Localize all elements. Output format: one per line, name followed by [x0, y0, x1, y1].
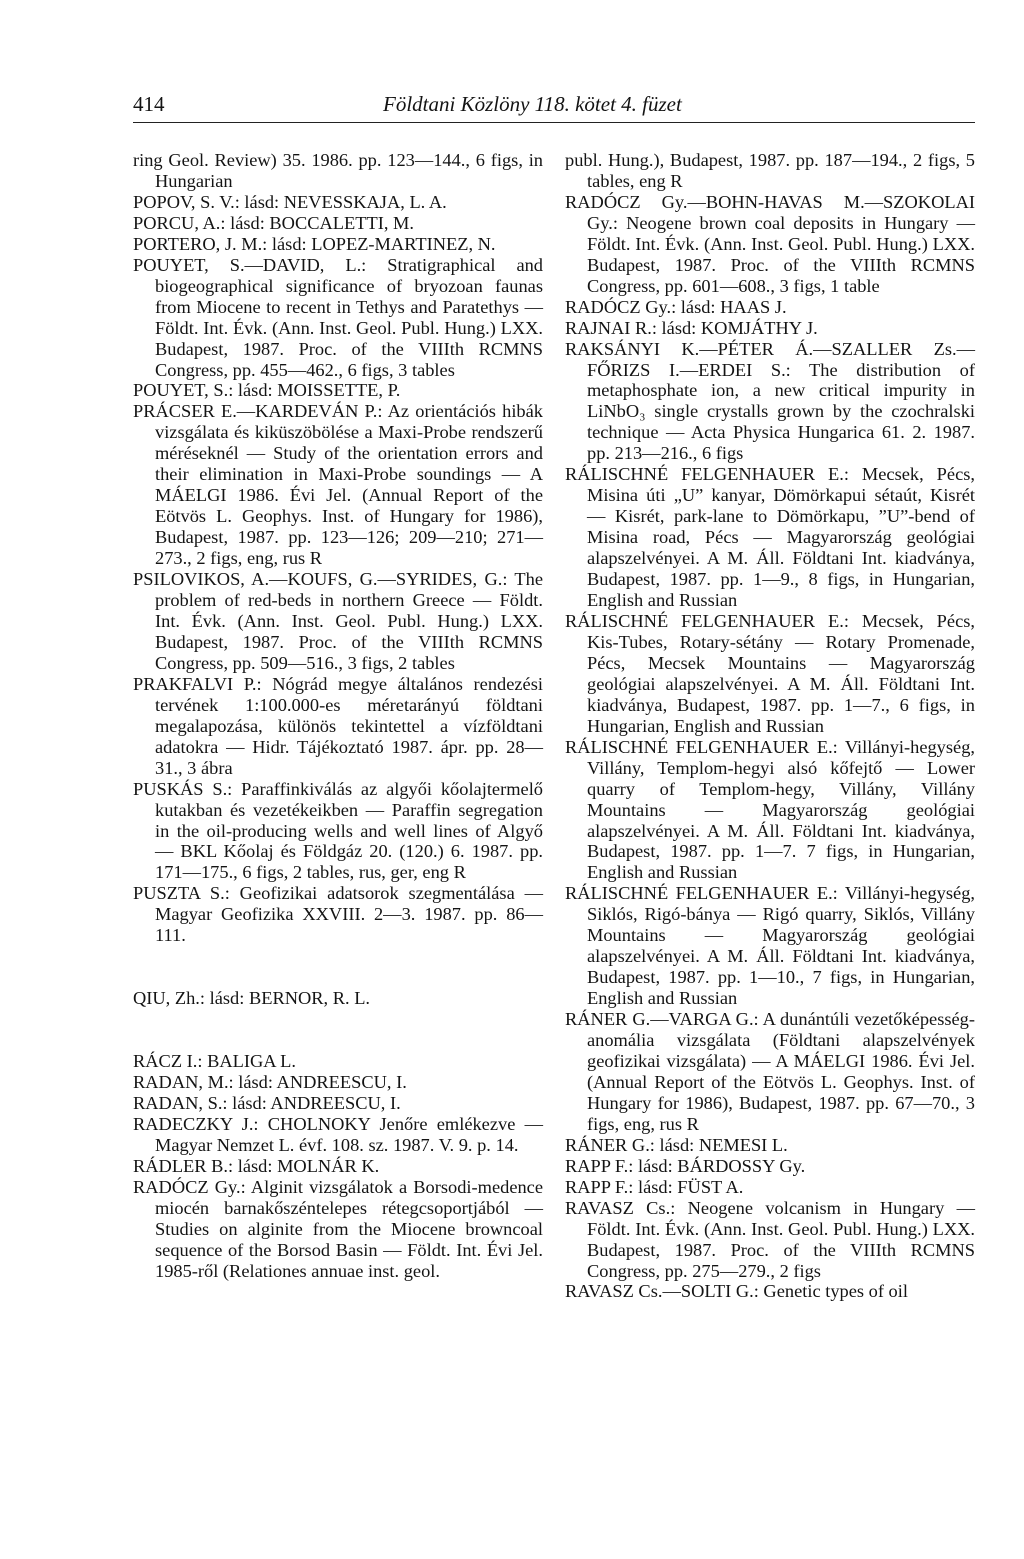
bib-entry: QIU, Zh.: lásd: BERNOR, R. L. [133, 988, 371, 1009]
bib-entry: PORCU, A.: lásd: BOCCALETTI, M. [133, 212, 414, 233]
bib-entry: RÁLISCHNÉ FELGENHAUER E.: Villányi-hegység, Villány, Templom-hegyi alsó kőfejtő — Lower quarry of Templom-hegy, Villány, Villány Mountains — Magyarország geológiai alapszelvényei. A M. Áll. Földtani Int. kiadványa, Budapest, 1987. pp. 1—7. 7 figs, in Hungarian, English and Russian [565, 736, 975, 883]
bib-entry: RAKSÁNYI K.—PÉTER Á.—SZALLER Zs.—FŐRIZS I.—ERDEI S.: The distribution of metaphosphate ion, a new critical impurity in LiNbO₃ single crystalls grown by the czochralski technique — Acta Physica Hungarica 61. 2. 1987. pp. 213—216., 6 figs [565, 338, 975, 464]
left-column [133, 150, 543, 1282]
bib-entry: POUYET, S.: lásd: MOISSETTE, P. [133, 380, 401, 401]
bib-entry: RAPP F.: lásd: FÜST A. [565, 1176, 744, 1197]
bib-entry: RÁLISCHNÉ FELGENHAUER E.: Mecsek, Pécs, Misina úti „U” kanyar, Dömörkapui sétaút, Kisrét — Kisrét, park-lane to Dömörkapu, ”U”-bend of Misina road, Pécs — Magyarország geológiai alapszelvényei. A M. Áll. Földtani Int. kiadványa, Budapest, 1987. pp. 1—9., 8 figs, in Hungarian, English and Russian [565, 464, 975, 611]
bib-entry: PRAKFALVI P.: Nógrád megye általános rendezési tervének 1:100.000-es méretarányú földtani megalapozása, különös tekintettel a vízföldtani adatokra — Hidr. Tájékoztató 1987. ápr. pp. 28—31., 3 ábra [133, 673, 543, 778]
section-gap [133, 1009, 543, 1051]
page-number: 414 [133, 92, 165, 116]
bib-entry: POUYET, S.—DAVID, L.: Stratigraphical and biogeographical significance of bryozoan faunas from Miocene to recent in Tethys and Paratethys — Földt. Int. Évk. (Ann. Inst. Geol. Publ. Hung.) LXX. Budapest, 1987. Proc. of the VIIIth RCMNS Congress, pp. 455—462., 6 figs, 3 tables [133, 254, 543, 380]
bib-entry: RAVASZ Cs.—SOLTI G.: Genetic types of oil [565, 1281, 908, 1302]
page-header [133, 92, 975, 123]
bib-entry: RÁCZ I.: BALIGA L. [133, 1051, 296, 1072]
bib-entry: RADAN, S.: lásd: ANDREESCU, I. [133, 1093, 401, 1114]
bib-entry: RADECZKY J.: CHOLNOKY Jenőre emlékezve — Magyar Nemzet L. évf. 108. sz. 1987. V. 9. p. 14. [133, 1114, 543, 1155]
bib-entry: PRÁCSER E.—KARDEVÁN P.: Az orientációs hibák vizsgálata és kiküszöbölése a Maxi-Probe rendszerű méréseknél — Study of the orientation errors and their elimination in Maxi-Probe soundings — A MÁELGI 1986. Évi Jel. (Annual Report of the Eötvös L. Geophys. Inst. of Hungary for 1986), Budapest, 1987. pp. 123—126; 209—210; 271—273., 2 figs, eng, rus R [133, 401, 543, 569]
section-gap [133, 946, 543, 988]
bib-entry: PORTERO, J. M.: lásd: LOPEZ-MARTINEZ, N. [133, 233, 496, 254]
bib-entry: RADÓCZ Gy.: Alginit vizsgálatok a Borsodi-medence miocén barnakőszéntelepes rétegcsoportjából — Studies on alginite from the Miocene browncoal sequence of the Borsod Basin — Földt. Int. Évi Jel. 1985-ről (Relationes annuae inst. geol. [133, 1176, 543, 1281]
bib-entry: RADÓCZ Gy.—BOHN-HAVAS M.—SZOKOLAI Gy.: Neogene brown coal deposits in Hungary — Földt. Int. Évk. (Ann. Inst. Geol. Publ. Hung.) LXX. Budapest, 1987. Proc. of the VIIIth RCMNS Congress, pp. 601—608., 3 figs, 1 table [565, 191, 975, 296]
bib-entry: PSILOVIKOS, A.—KOUFS, G.—SYRIDES, G.: The problem of red-beds in northern Greece — Földt. Int. Évk. (Ann. Inst. Geol. Publ. Hung.) LXX. Budapest, 1987. Proc. of the VIIIth RCMNS Congress, pp. 509—516., 3 figs, 2 tables [133, 569, 543, 673]
bib-entry: RADÓCZ Gy.: lásd: HAAS J. [565, 296, 787, 317]
bib-entry: RADAN, M.: lásd: ANDREESCU, I. [133, 1072, 407, 1093]
right-column [565, 150, 975, 1302]
bib-entry: POPOV, S. V.: lásd: NEVESSKAJA, L. A. [133, 191, 447, 212]
bib-entry: RÁNER G.—VARGA G.: A dunántúli vezetőképesség-anomália vizsgálata (Földtani alapszelvények geofizikai vizsgálata) — A MÁELGI 1986. Évi Jel. (Annual Report of the Eötvös L. Geophys. Inst. of Hungary for 1986), Budapest, 1987. pp. 67—70., 3 figs, eng, rus R [565, 1009, 975, 1134]
bib-entry: RAVASZ Cs.: Neogene volcanism in Hungary — Földt. Int. Évk. (Ann. Inst. Geol. Publ. Hung.) LXX. Budapest, 1987. Proc. of the VIIIth RCMNS Congress, pp. 275—279., 2 figs [565, 1197, 975, 1281]
bib-entry: RAPP F.: lásd: BÁRDOSSY Gy. [565, 1155, 806, 1176]
bib-entry: RÁLISCHNÉ FELGENHAUER E.: Mecsek, Pécs, Kis-Tubes, Rotary-sétány — Rotary Promenade, Pécs, Mecsek Mountains — Magyarország geológiai alapszelvényei. A M. Áll. Földtani Int. kiadványa, Budapest, 1987. pp. 1—7., 6 figs, in Hungarian, English and Russian [565, 610, 975, 736]
bib-entry: RÁDLER B.: lásd: MOLNÁR K. [133, 1155, 380, 1176]
bib-entry: PUSKÁS S.: Paraffinkiválás az algyői kőolajtermelő kutakban és vezetékeikben — Paraffin segregation in the oil-producing wells and well lines of Algyő — BKL Kőolaj és Földgáz 20. (120.) 6. 1987. pp. 171—175., 6 figs, 2 tables, rus, ger, eng R [133, 778, 543, 883]
bib-entry: ring Geol. Review) 35. 1986. pp. 123—144., 6 figs, in Hungarian [133, 150, 543, 191]
bib-entry: RAJNAI R.: lásd: KOMJÁTHY J. [565, 317, 818, 338]
bib-entry: publ. Hung.), Budapest, 1987. pp. 187—194., 2 figs, 5 tables, eng R [565, 150, 975, 191]
running-title: Földtani Közlöny 118. kötet 4. füzet [383, 92, 682, 116]
bib-entry: RÁNER G.: lásd: NEMESI L. [565, 1134, 788, 1155]
bib-entry: PUSZTA S.: Geofizikai adatsorok szegmentálása — Magyar Geofizika XXVIII. 2—3. 1987. pp. 86—111. [133, 883, 543, 946]
bib-entry: RÁLISCHNÉ FELGENHAUER E.: Villányi-hegység, Siklós, Rigó-bánya — Rigó quarry, Siklós, Villány Mountains — Magyarország geológiai alapszelvényei. A M. Áll. Földtani Int. kiadványa, Budapest, 1987. pp. 1—10., 7 figs, in Hungarian, English and Russian [565, 883, 975, 1009]
